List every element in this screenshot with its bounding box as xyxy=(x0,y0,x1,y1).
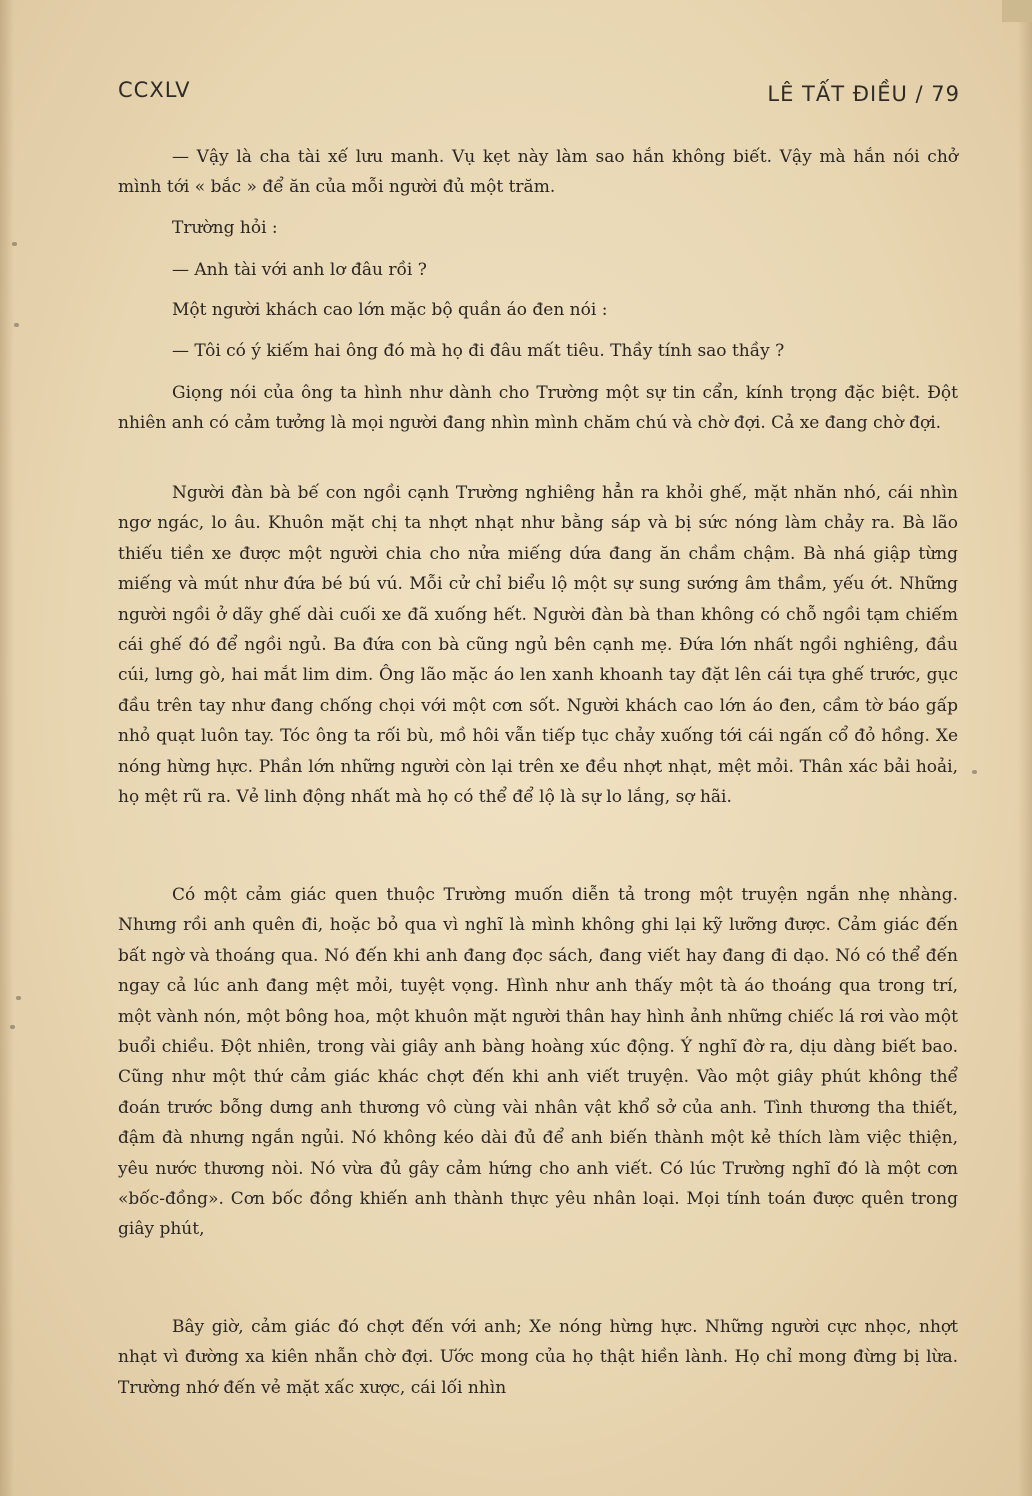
paper-speck xyxy=(16,996,21,1000)
chapter-number: CCXLV xyxy=(118,78,191,102)
paragraph-3: — Anh tài với anh lơ đâu rồi ? xyxy=(172,260,427,280)
paragraph-4: Một người khách cao lớn mặc bộ quần áo đen nói : xyxy=(172,300,608,320)
paragraph-2: Trường hỏi : xyxy=(172,218,278,238)
paragraph-7: Người đàn bà bế con ngồi cạnh Trường nghiêng hẳn ra khỏi ghế, mặt nhăn nhó, cái nhìn ngơ ngác, lo âu. Khuôn mặt chị ta nhợt nhạt như bằng sáp và bị sức nóng làm chảy ra. Bà lão thiếu tiền xe được một người chia cho nửa miếng dứa đang ăn chầm chậm. Bà nhá giập từng miếng và mút như đứa bé bú vú. Mỗi cử chỉ biểu lộ một sự sung sướng âm thầm, yếu ớt. Những người ngồi ở dãy ghế dài cuối xe đã xuống hết. Người đàn bà than không có chỗ ngồi tạm chiếm cái ghế đó để ngồi ngủ. Ba đứa con bà cũng ngủ bên cạnh mẹ. Đứa lớn nhất ngồi nghiêng, đầu cúi, lưng gò, hai mắt lim dim. Ông lão mặc áo len xanh khoanh tay đặt lên cái tựa ghế trước, gục đầu trên tay như đang chống chọi với một cơn sốt. Người khách cao lớn áo đen, cầm tờ báo gấp nhỏ quạt luôn tay. Tóc ông ta rối bù, mồ hôi vẫn tiếp tục chảy xuống tới cái ngấn cổ đỏ hồng. Xe nóng hừng hực. Phần lớn những người còn lại trên xe đều nhợt nhạt, mệt mỏi. Thân xác bải hoải, họ mệt rũ ra. Vẻ linh động nhất mà họ có thể để lộ là sự lo lắng, sợ hãi. xyxy=(118,483,958,808)
paragraph-5: — Tôi có ý kiếm hai ông đó mà họ đi đâu mất tiêu. Thầy tính sao thầy ? xyxy=(172,341,785,361)
paragraph-8: Có một cảm giác quen thuộc Trường muốn diễn tả trong một truyện ngắn nhẹ nhàng. Nhưng rồi anh quên đi, hoặc bỏ qua vì nghĩ là mình không ghi lại kỹ lưỡng được. Cảm giác đến bất ngờ và thoáng qua. Nó đến khi anh đang đọc sách, đang viết hay đang đi dạo. Nó có thể đến ngay cả lúc anh đang mệt mỏi, tuyệt vọng. Hình như anh thấy một tà áo thoáng qua trong trí, một vành nón, một bông hoa, một khuôn mặt người thân hay hình ảnh những chiếc lá rơi vào một buổi chiều. Đột nhiên, trong vài giây anh bàng hoàng xúc động. Ý nghĩ đờ ra, dịu dàng biết bao. Cũng như một thứ cảm giác khác chợt đến khi anh viết truyện. Vào một giây phút không thể đoán trước bỗng dưng anh thương vô cùng vài nhân vật khổ sở của anh. Tình thương tha thiết, đậm đà nhưng ngắn ngủi. Nó không kéo dài đủ để anh biến thành một kẻ thích làm việc thiện, yêu nước thương nòi. Nó vừa đủ gây cảm hứng cho anh viết. Có lúc Trường nghĩ đó là một cơn «bốc-đồng». Cơn bốc đồng khiến anh thành thực yêu nhân loại. Mọi tính toán được quên trong giây phút, xyxy=(118,885,958,1240)
corner-mark xyxy=(1002,0,1032,22)
paragraph-6: Giọng nói của ông ta hình như dành cho Trường một sự tin cẩn, kính trọng đặc biệt. Đột nhiên anh có cảm tưởng là mọi người đang nhìn mình chăm chú và chờ đợi. Cả xe đang chờ đợi. xyxy=(118,383,958,434)
paper-speck xyxy=(10,1025,15,1029)
right-edge-shadow xyxy=(1018,0,1032,1496)
paper-speck xyxy=(14,323,19,327)
paragraph-9: Bây giờ, cảm giác đó chợt đến với anh; Xe nóng hừng hực. Những người cực nhọc, nhợt nhạt vì đường xa kiên nhẫn chờ đợi. Ước mong của họ thật hiền lành. Họ chỉ mong đừng bị lừa. Trường nhớ đến vẻ mặt xấc xược, cái lối nhìn xyxy=(118,1317,958,1398)
left-edge-shadow xyxy=(0,0,14,1496)
author-page-number: LÊ TẤT ĐIỀU / 79 xyxy=(767,82,960,106)
paragraph-1: — Vậy là cha tài xế lưu manh. Vụ kẹt này làm sao hắn không biết. Vậy mà hắn nói chở mình tới « bắc » để ăn của mỗi người đủ một trăm. xyxy=(118,147,958,198)
running-header xyxy=(118,78,960,114)
paper-speck xyxy=(12,242,17,246)
paper-speck xyxy=(972,770,977,774)
